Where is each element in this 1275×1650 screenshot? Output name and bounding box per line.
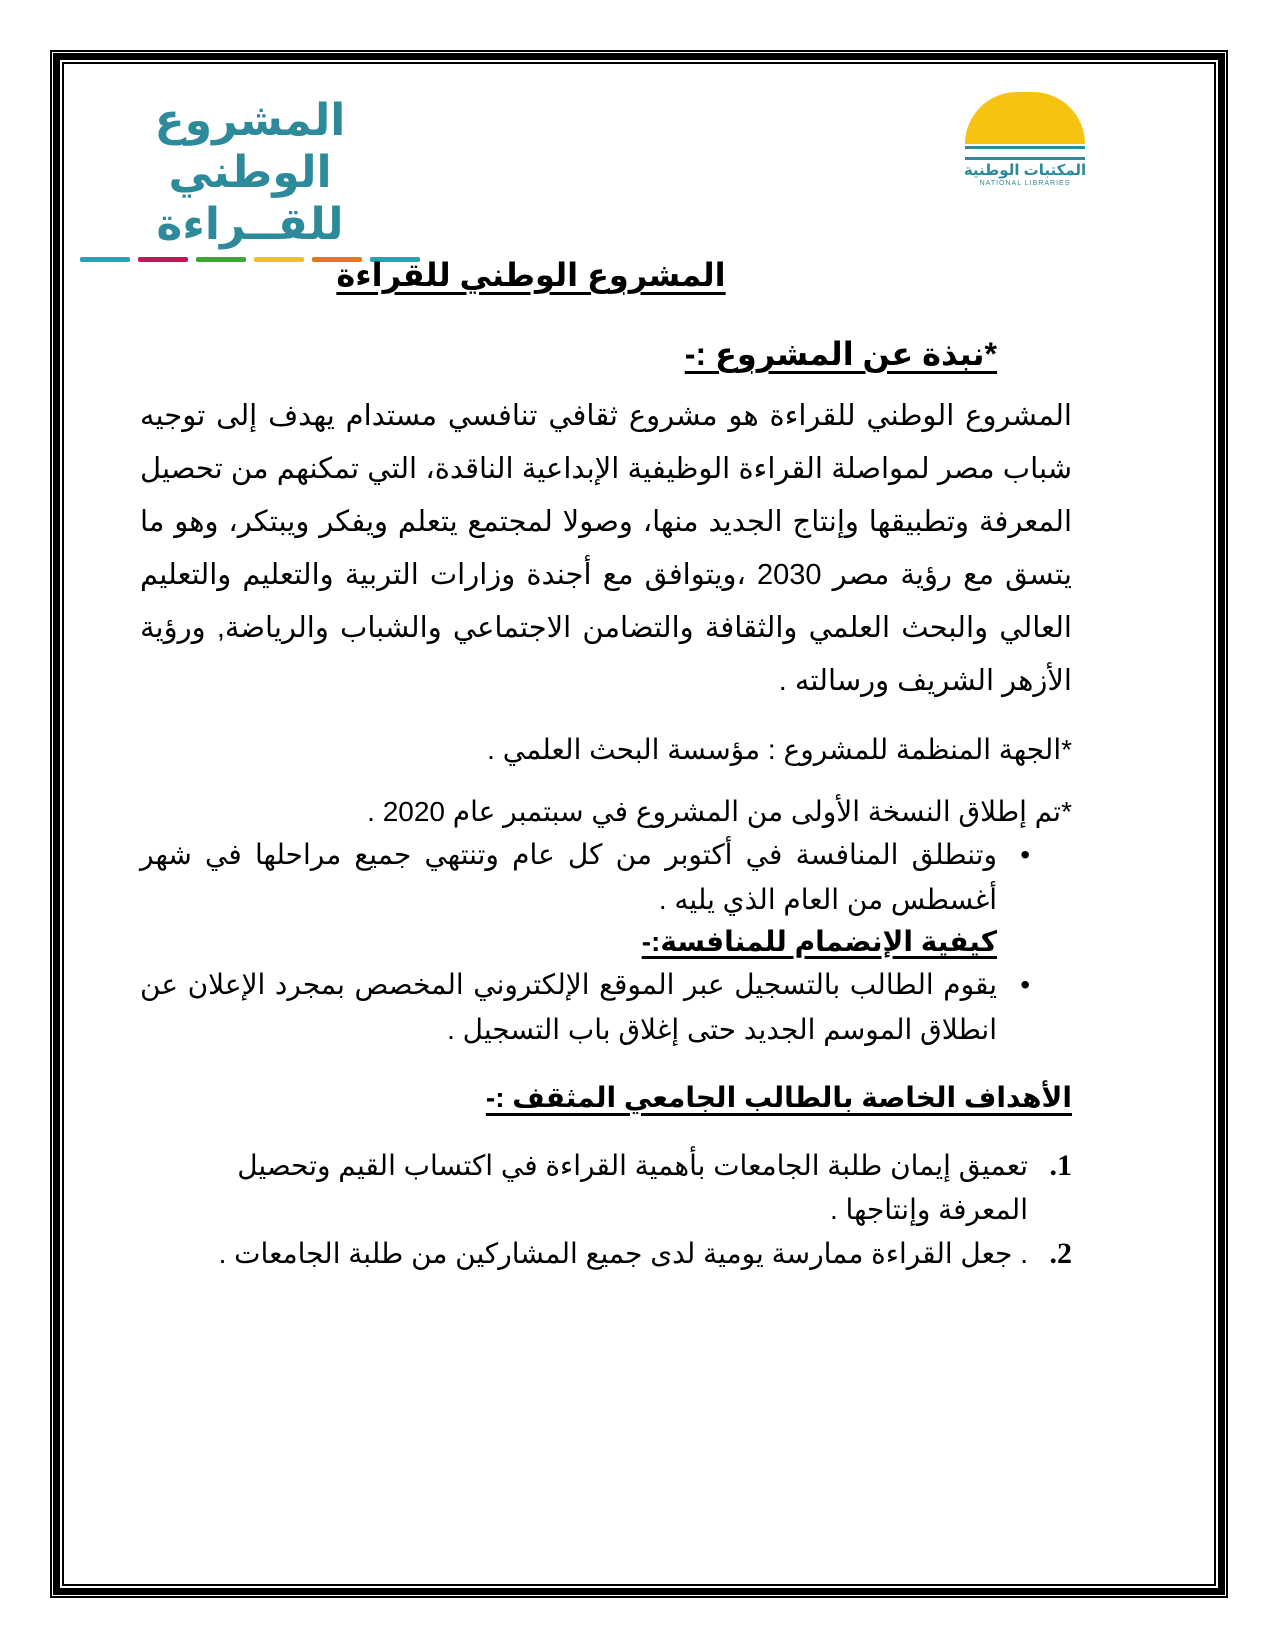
stripe (80, 257, 130, 262)
logo-arabic-text: المكتبات الوطنية (963, 162, 1087, 179)
join-list (140, 962, 1072, 1052)
list-item-text: يقوم الطالب بالتسجيل عبر الموقع الإلكتروني المخصص بمجرد الإعلان عن انطلاق الموسم الجديد حتى إغلاق باب التسجيل . (140, 969, 997, 1045)
national-reading-project-logo (80, 95, 420, 249)
national-libraries-logo (950, 92, 1100, 192)
organizer-line: *الجهة المنظمة للمشروع : مؤسسة البحث العلمي . (487, 734, 1072, 765)
goal-number: 2. (1049, 1237, 1072, 1270)
goals-heading: الأهداف الخاصة بالطالب الجامعي المثقف :- (485, 1082, 1072, 1113)
list-item (140, 962, 1072, 1052)
goals-list (140, 1144, 1072, 1276)
schedule-list (140, 832, 1072, 922)
logo-english-text: NATIONAL LIBRARIES (979, 180, 1071, 187)
launch-line: *تم إطلاق النسخة الأولى من المشروع في سبتمبر عام 2020 . (367, 796, 1072, 827)
goal-number: 1. (1049, 1149, 1072, 1182)
about-paragraph: المشروع الوطني للقراءة هو مشروع ثقافي تنافسي مستدام يهدف إلى توجيه شباب مصر لمواصلة القراءة الوظيفية الإبداعية الناقدة، التي تمكنهم من تحصيل المعرفة وتطبيقها وإنتاج الجديد منها، وصولا لمجتمع يتعلم ويفكر ويبتكر، وهو ما يتسق مع رؤية مصر 2030 ،ويتوافق مع أجندة وزارات التربية والتعليم والتعليم العالي والبحث العلمي والثقافة والتضامن الاجتماعي والشباب والرياضة, ورؤية الأزهر الشريف ورسالته . (140, 400, 1072, 697)
list-item (140, 832, 1072, 922)
document-body (140, 250, 1072, 1276)
goal-text: تعميق إيمان طلبة الجامعات بأهمية القراءة في اكتساب القيم وتحصيل المعرفة وإنتاجها . (237, 1150, 1028, 1225)
open-book-icon (965, 146, 1085, 160)
about-heading: *نبذة عن المشروع :- (684, 336, 997, 372)
sun-icon (965, 92, 1085, 144)
goal-item (140, 1144, 1072, 1232)
bullet-icon: • (1020, 839, 1030, 870)
goal-text: . جعل القراءة ممارسة يومية لدى جميع المشاركين من طلبة الجامعات . (218, 1238, 1028, 1269)
list-item-text: وتنطلق المنافسة في أكتوبر من كل عام وتنتهي جميع مراحلها في شهر أغسطس من العام الذي يليه . (140, 839, 997, 915)
join-heading: كيفية الإنضمام للمنافسة:- (641, 926, 997, 957)
goal-item (140, 1232, 1072, 1276)
logo-text: المشروع الوطني للقــراءة (154, 96, 346, 249)
bullet-icon: • (1020, 969, 1030, 1000)
page-title: المشروع الوطني للقراءة (336, 257, 726, 293)
